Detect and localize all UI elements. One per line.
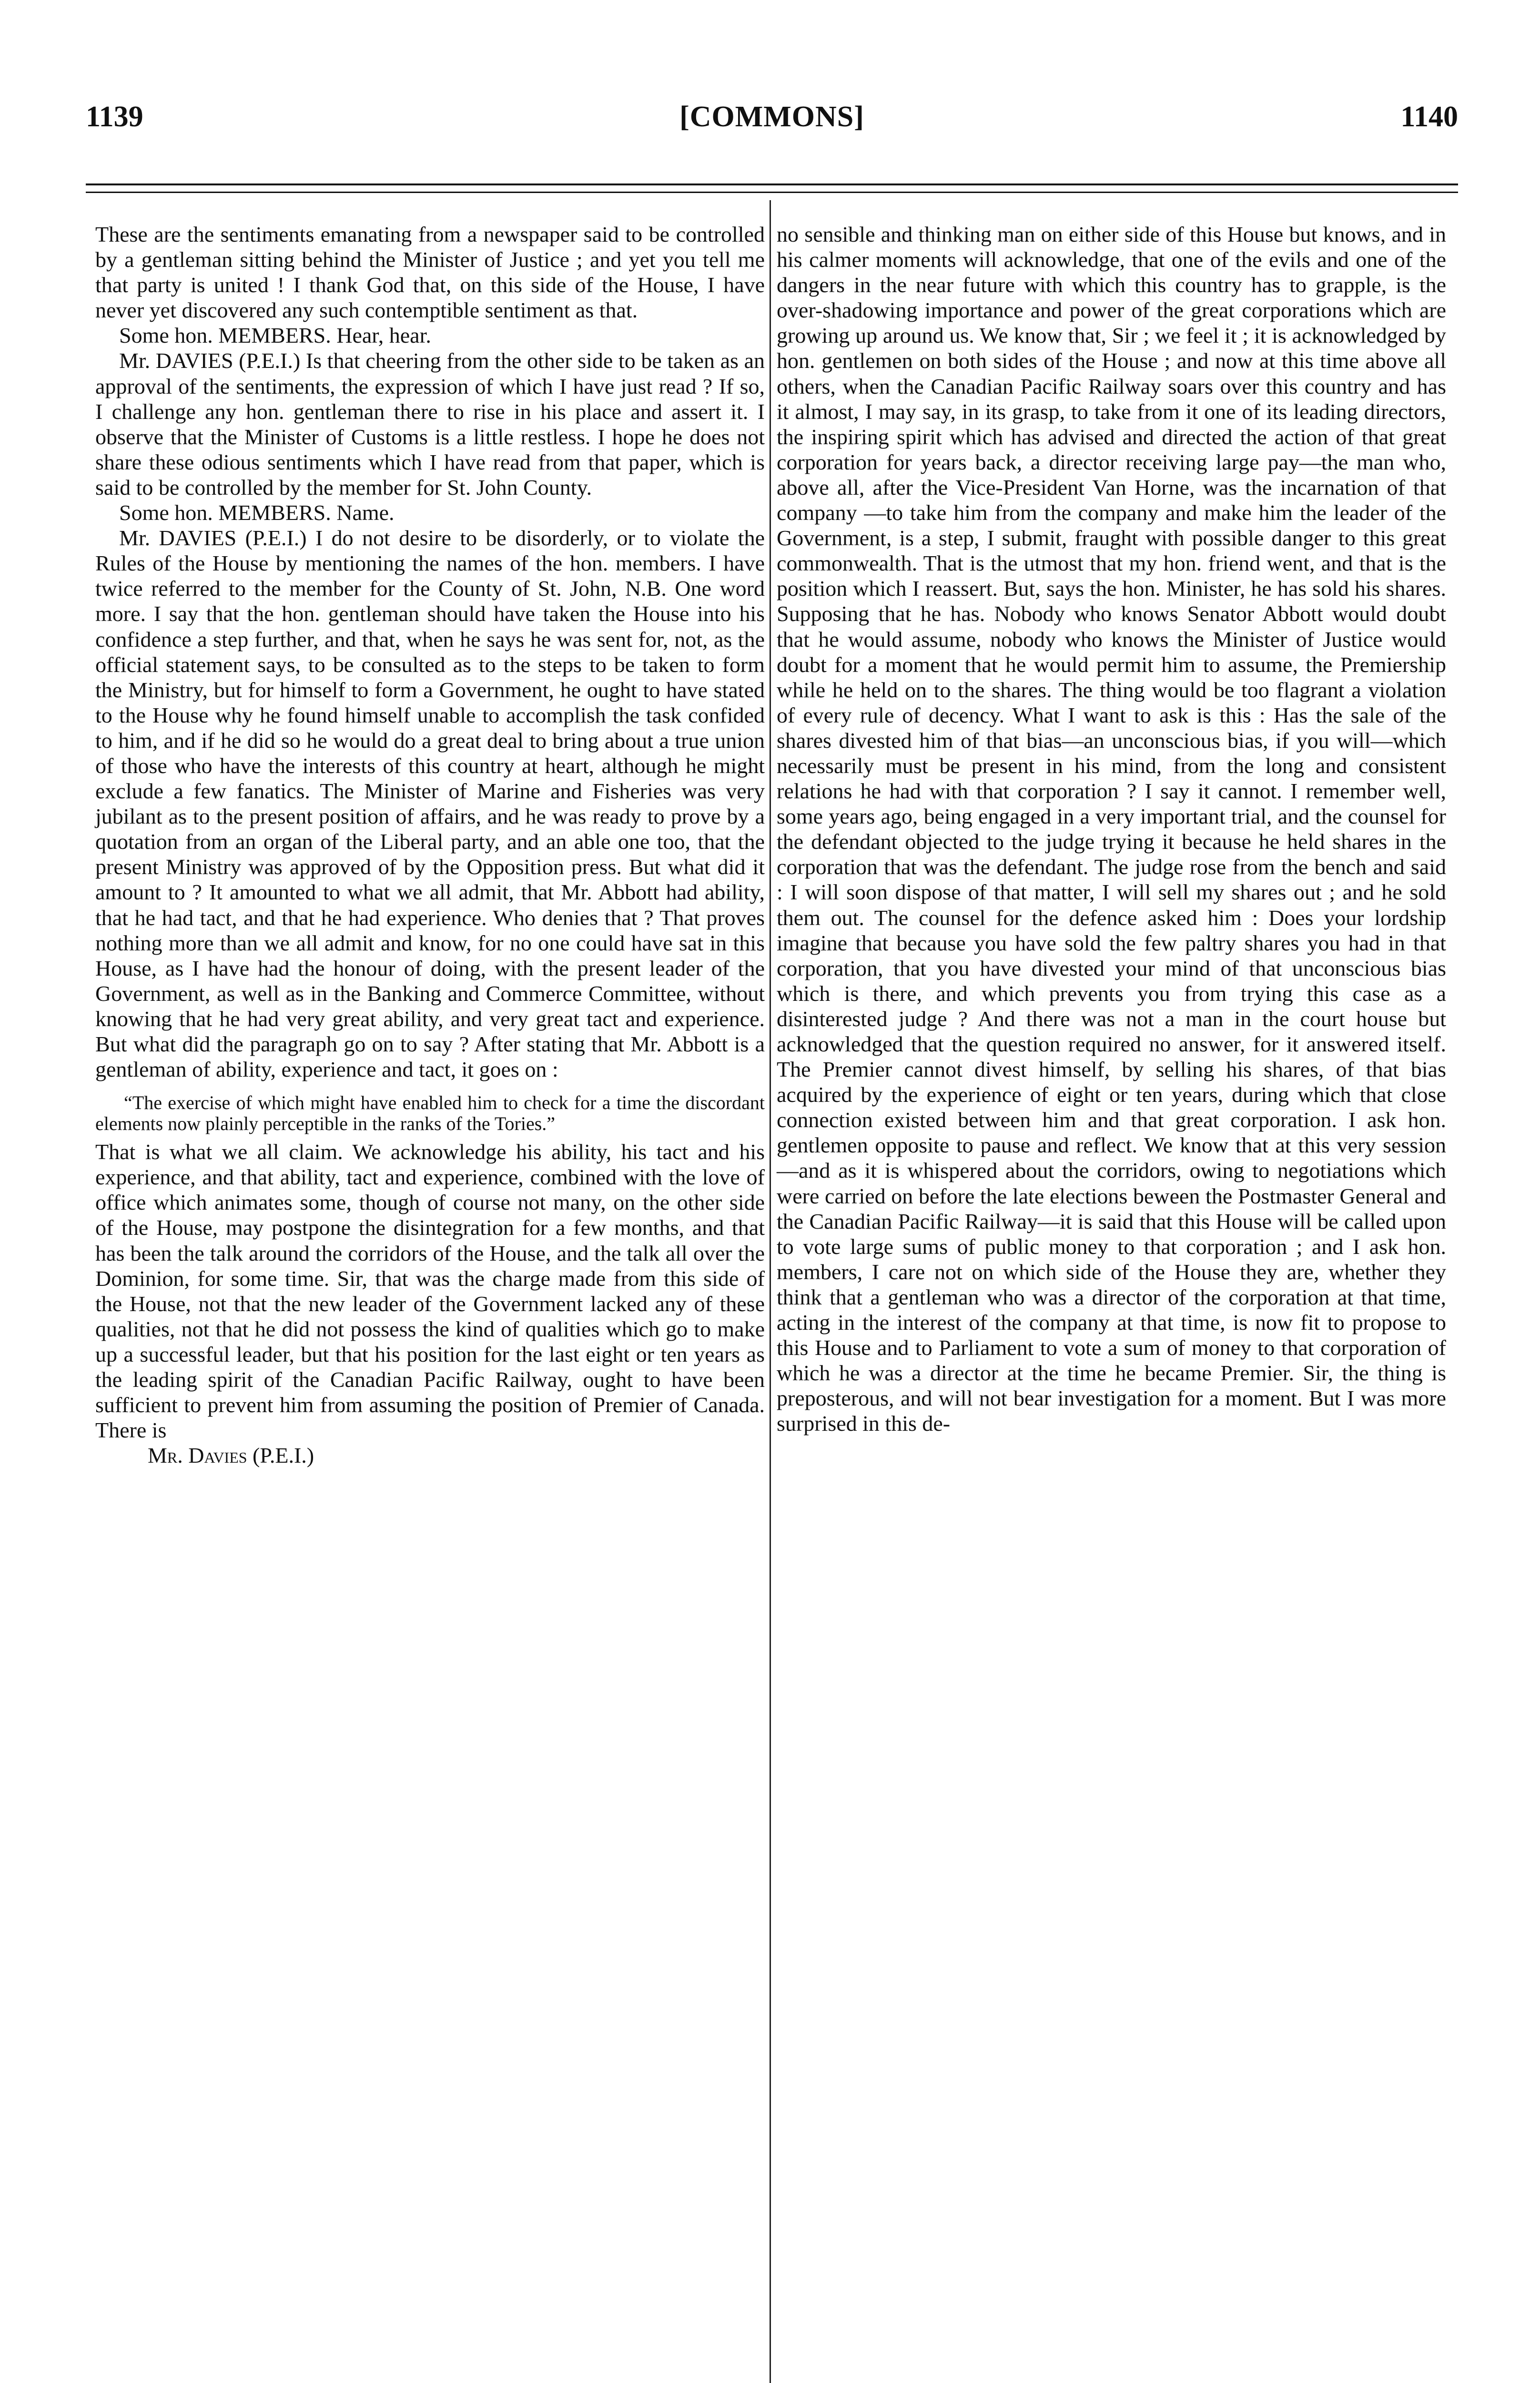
paragraph: Mr. DAVIES (P.E.I.) I do not desire to be disorderly, or to violate the Rules of the House by mentioning the names of the hon. members. I have twice referred to the member for the County of St. John, N.B. One word more. I say that the hon. gentleman should have taken the House into his confidence a step further, and that, when he says he was sent for, not, as the official statement says, to be consulted as to the steps to be taken to form the Ministry, but for himself to form a Government, he ought to have stated to the House why he found himself unable to accomplish the task confided to him, and if he did so he would do a great deal to bring about a true union of those who have the interests of this country at heart, although he might exclude a few fanatics. The Minister of Marine and Fisheries was very jubilant as to the present position of affairs, and he was ready to prove by a quotation from an organ of the Liberal party, and an able one too, that the present Ministry was approved of by the Opposition press. But what did it amount to ? It amounted to what we all admit, that Mr. Abbott had ability, that he had tact, and that he had experience. Who denies that ? That proves nothing more than we all admit and know, for no one could have sat in this House, as I have had the honour of doing, with the present leader of the Government, as well as in the Banking and Commerce Committee, without knowing that he had very great ability, and very great tact and experience. But what did the paragraph go on to say ? After stating that Mr. Abbott is a gentleman of ability, experience and tact, it goes on : — [95, 526, 765, 1082]
paragraph: These are the sentiments emanating from a newspaper said to be controlled by a gentleman sitting behind the Minister of Justice ; and yet you tell me that party is united ! I thank God that, on this side of the House, I have never yet discovered any such contemptible sentiment as that. — [95, 222, 765, 323]
column-divider — [770, 200, 771, 2383]
page-number-left: 1139 — [86, 101, 143, 133]
paragraph: Some hon. MEMBERS. Name. — [119, 500, 395, 525]
paragraph: Some hon. MEMBERS. Hear, hear. — [119, 323, 431, 348]
right-column — [777, 222, 1446, 1436]
left-column — [95, 222, 765, 1468]
speaker-footer: Mr. Davies (P.E.I.) — [148, 1443, 314, 1468]
page-number-right: 1140 — [1400, 101, 1458, 133]
paragraph: no sensible and thinking man on either side of this House but knows, and in his calmer moments will acknowledge, that one of the evils and one of the dangers in the near future with which this country has to grapple, is the over-shadowing importance and power of the great corporations which are growing up around us. We know that, Sir ; we feel it ; it is acknowledged by hon. gentlemen on both sides of the House ; and now at this time above all others, when the Canadian Pacific Railway soars over this country and has it almost, I may say, in its grasp, to take from it one of its leading directors, the inspiring spirit which has advised and directed the action of that great corporation for years back, a director receiving large pay—the man who, above all, after the Vice-President Van Horne, was the incarnation of that company —to take him from the company and make him the leader of the Government, is a step, I submit, fraught with possible danger to this great commonwealth. That is the utmost that my hon. friend went, and that is the position which I reassert. But, says the hon. Minister, he has sold his shares. Supposing that he has. Nobody who knows Senator Abbott would doubt that he would assume, nobody who knows the Minister of Justice would doubt for a moment that he would permit him to assume, the Premiership while he held on to the shares. The thing would be too flagrant a violation of every rule of decency. What I want to ask is this : Has the sale of the shares divested him of that bias—an unconscious bias, if you will—which necessarily must be present in his mind, from the long and consistent relations he had with that corporation ? I say it cannot. I remember well, some years ago, being engaged in a very important trial, and the counsel for the defendant objected to the judge trying it because he held shares in the corporation that was the defendant. The judge rose from the bench and said : I will soon dispose of that matter, I will sell my shares out ; and he sold them out. The counsel for the defence asked him : Does your lordship imagine that because you have sold the few paltry shares you had in that corporation, that you have divested your mind of that unconscious bias which is there, and which prevents you from trying this case as a disinterested judge ? And there was not a man in the court house but acknowledged that the question required no answer, for it answered itself. The Premier cannot divest himself, by selling his shares, of that bias acquired by the experience of eight or ten years, during which that close connection existed between him and that great corporation. I ask hon. gentlemen opposite to pause and reflect. We know that at this very session—and as it is whispered about the corridors, owing to negotiations which were carried on before the late elections beween the Postmaster General and the Canadian Pacific Railway—it is said that this House will be called upon to vote large sums of public money to that corporation ; and I ask hon. members, I care not on which side of the House they are, whether they think that a gentleman who was a director of the corporation at that time, acting in the interest of the company at that time, is now fit to propose to this House and to Parliament to vote a sum of money to that corporation of which he was a director at the time he became Premier. Sir, the thing is preposterous, and will not bear investigation for a moment. But I was more surprised in this de- — [777, 222, 1446, 1436]
paragraph: That is what we all claim. We acknowledge his ability, his tact and his experience, and that ability, tact and experience, combined with the love of office which animates some, though of course not many, on the other side of the House, may postpone the disintegration for a few months, and that has been the talk around the corridors of the House, and the talk all over the Dominion, for some time. Sir, that was the charge made from this side of the House, not that the new leader of the Government lacked any of these qualities, not that he did not possess the kind of qualities which go to make up a successful leader, but that his position for the last eight or ten years as the leading spirit of the Canadian Pacific Railway, ought to have been sufficient to prevent him from assuming the position of Premier of Canada. There is — [95, 1140, 765, 1443]
page-header — [86, 91, 1458, 143]
header-rule — [86, 183, 1458, 193]
paragraph: Mr. DAVIES (P.E.I.) Is that cheering from the other side to be taken as an approval of the sentiments, the expression of which I have just read ? If so, I challenge any hon. gentleman there to rise in his place and assert it. I observe that the Minister of Customs is a little restless. I hope he does not share these odious sentiments which I have read from that paper, which is said to be controlled by the member for St. John County. — [95, 348, 765, 499]
block-quote: “The exercise of which might have enabled him to check for a time the discordant elements now plainly perceptible in the ranks of the Tories.” — [95, 1092, 765, 1135]
running-title: [COMMONS] — [679, 101, 864, 133]
